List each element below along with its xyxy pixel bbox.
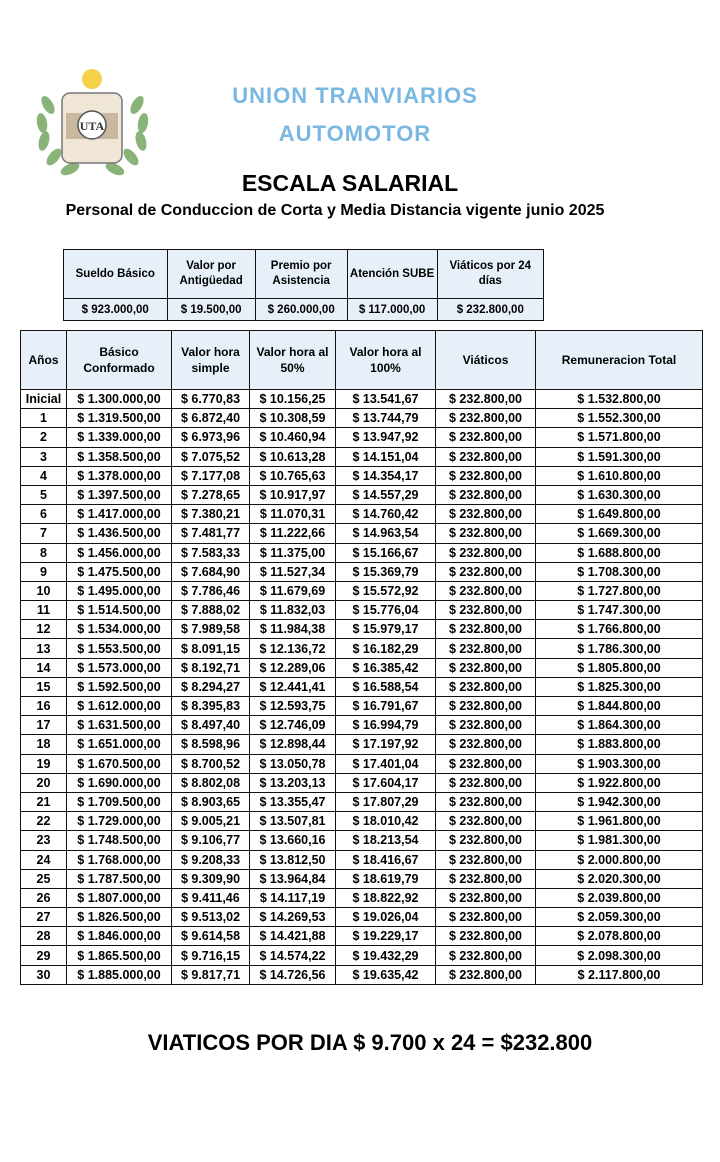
year-cell: 4 <box>21 466 67 485</box>
value-cell: $ 1.885.000,00 <box>67 965 172 984</box>
table-row <box>21 620 703 639</box>
value-cell: $ 8.700,52 <box>172 754 250 773</box>
summary-header-cell: Viáticos por 24 días <box>437 250 543 299</box>
value-cell: $ 1.495.000,00 <box>67 581 172 600</box>
value-cell: $ 16.994,79 <box>336 716 436 735</box>
value-cell: $ 1.534.000,00 <box>67 620 172 639</box>
value-cell: $ 14.726,56 <box>250 965 336 984</box>
year-cell: 22 <box>21 812 67 831</box>
value-cell: $ 232.800,00 <box>436 773 536 792</box>
value-cell: $ 232.800,00 <box>436 658 536 677</box>
value-cell: $ 12.593,75 <box>250 697 336 716</box>
scale-header-cell: Valor hora al 100% <box>336 331 436 390</box>
year-cell: 28 <box>21 927 67 946</box>
value-cell: $ 232.800,00 <box>436 754 536 773</box>
value-cell: $ 1.573.000,00 <box>67 658 172 677</box>
value-cell: $ 9.716,15 <box>172 946 250 965</box>
value-cell: $ 8.802,08 <box>172 773 250 792</box>
year-cell: 29 <box>21 946 67 965</box>
year-cell: 14 <box>21 658 67 677</box>
value-cell: $ 232.800,00 <box>436 524 536 543</box>
table-row <box>21 946 703 965</box>
value-cell: $ 1.844.800,00 <box>536 697 703 716</box>
summary-value-row <box>64 299 544 321</box>
value-cell: $ 232.800,00 <box>436 639 536 658</box>
value-cell: $ 12.289,06 <box>250 658 336 677</box>
table-row <box>21 773 703 792</box>
value-cell: $ 232.800,00 <box>436 466 536 485</box>
table-row <box>21 428 703 447</box>
value-cell: $ 17.807,29 <box>336 792 436 811</box>
value-cell: $ 1.981.300,00 <box>536 831 703 850</box>
value-cell: $ 13.507,81 <box>250 812 336 831</box>
value-cell: $ 7.177,08 <box>172 466 250 485</box>
value-cell: $ 12.746,09 <box>250 716 336 735</box>
value-cell: $ 8.903,65 <box>172 792 250 811</box>
year-cell: 8 <box>21 543 67 562</box>
value-cell: $ 1.514.500,00 <box>67 601 172 620</box>
value-cell: $ 232.800,00 <box>436 946 536 965</box>
value-cell: $ 1.669.300,00 <box>536 524 703 543</box>
value-cell: $ 1.475.500,00 <box>67 562 172 581</box>
value-cell: $ 2.059.300,00 <box>536 908 703 927</box>
scale-header-cell: Valor hora simple <box>172 331 250 390</box>
table-row <box>21 447 703 466</box>
table-row <box>21 927 703 946</box>
value-cell: $ 8.395,83 <box>172 697 250 716</box>
year-cell: 13 <box>21 639 67 658</box>
summary-value-cell: $ 923.000,00 <box>64 299 168 321</box>
value-cell: $ 232.800,00 <box>436 485 536 504</box>
table-row <box>21 562 703 581</box>
value-cell: $ 18.213,54 <box>336 831 436 850</box>
year-cell: 6 <box>21 505 67 524</box>
value-cell: $ 1.922.800,00 <box>536 773 703 792</box>
year-cell: Inicial <box>21 390 67 409</box>
value-cell: $ 232.800,00 <box>436 677 536 696</box>
summary-value-cell: $ 232.800,00 <box>437 299 543 321</box>
table-row <box>21 965 703 984</box>
value-cell: $ 1.456.000,00 <box>67 543 172 562</box>
value-cell: $ 11.222,66 <box>250 524 336 543</box>
value-cell: $ 232.800,00 <box>436 390 536 409</box>
value-cell: $ 16.385,42 <box>336 658 436 677</box>
summary-header-cell: Premio por Asistencia <box>255 250 347 299</box>
document-subtitle: Personal de Conduccion de Corta y Media Distancia vigente junio 2025 <box>65 202 605 219</box>
value-cell: $ 13.744,79 <box>336 409 436 428</box>
year-cell: 23 <box>21 831 67 850</box>
value-cell: $ 1.651.000,00 <box>67 735 172 754</box>
value-cell: $ 232.800,00 <box>436 735 536 754</box>
year-cell: 11 <box>21 601 67 620</box>
table-row <box>21 850 703 869</box>
value-cell: $ 13.660,16 <box>250 831 336 850</box>
value-cell: $ 19.026,04 <box>336 908 436 927</box>
value-cell: $ 8.192,71 <box>172 658 250 677</box>
table-row <box>21 543 703 562</box>
value-cell: $ 2.117.800,00 <box>536 965 703 984</box>
value-cell: $ 2.000.800,00 <box>536 850 703 869</box>
value-cell: $ 7.684,90 <box>172 562 250 581</box>
document-title: ESCALA SALARIAL <box>241 170 459 196</box>
value-cell: $ 1.417.000,00 <box>67 505 172 524</box>
value-cell: $ 1.768.000,00 <box>67 850 172 869</box>
value-cell: $ 10.765,63 <box>250 466 336 485</box>
value-cell: $ 16.588,54 <box>336 677 436 696</box>
summary-header-cell: Atención SUBE <box>347 250 437 299</box>
value-cell: $ 232.800,00 <box>436 888 536 907</box>
value-cell: $ 232.800,00 <box>436 447 536 466</box>
value-cell: $ 232.800,00 <box>436 697 536 716</box>
table-row <box>21 505 703 524</box>
value-cell: $ 1.727.800,00 <box>536 581 703 600</box>
value-cell: $ 18.822,92 <box>336 888 436 907</box>
value-cell: $ 7.278,65 <box>172 485 250 504</box>
value-cell: $ 16.791,67 <box>336 697 436 716</box>
value-cell: $ 14.557,29 <box>336 485 436 504</box>
year-cell: 10 <box>21 581 67 600</box>
value-cell: $ 1.826.500,00 <box>67 908 172 927</box>
value-cell: $ 7.481,77 <box>172 524 250 543</box>
year-cell: 18 <box>21 735 67 754</box>
value-cell: $ 9.614,58 <box>172 927 250 946</box>
value-cell: $ 2.078.800,00 <box>536 927 703 946</box>
value-cell: $ 15.369,79 <box>336 562 436 581</box>
value-cell: $ 14.760,42 <box>336 505 436 524</box>
table-row <box>21 792 703 811</box>
table-row <box>21 581 703 600</box>
value-cell: $ 2.039.800,00 <box>536 888 703 907</box>
value-cell: $ 6.973,96 <box>172 428 250 447</box>
value-cell: $ 1.766.800,00 <box>536 620 703 639</box>
value-cell: $ 13.947,92 <box>336 428 436 447</box>
value-cell: $ 1.748.500,00 <box>67 831 172 850</box>
scale-header-cell: Viáticos <box>436 331 536 390</box>
value-cell: $ 11.070,31 <box>250 505 336 524</box>
value-cell: $ 1.865.500,00 <box>67 946 172 965</box>
value-cell: $ 1.571.800,00 <box>536 428 703 447</box>
value-cell: $ 13.964,84 <box>250 869 336 888</box>
value-cell: $ 10.460,94 <box>250 428 336 447</box>
year-cell: 16 <box>21 697 67 716</box>
value-cell: $ 8.497,40 <box>172 716 250 735</box>
value-cell: $ 6.872,40 <box>172 409 250 428</box>
value-cell: $ 12.441,41 <box>250 677 336 696</box>
value-cell: $ 1.690.000,00 <box>67 773 172 792</box>
value-cell: $ 232.800,00 <box>436 428 536 447</box>
value-cell: $ 13.050,78 <box>250 754 336 773</box>
year-cell: 9 <box>21 562 67 581</box>
value-cell: $ 7.888,02 <box>172 601 250 620</box>
value-cell: $ 1.709.500,00 <box>67 792 172 811</box>
scale-header-cell: Remuneracion Total <box>536 331 703 390</box>
value-cell: $ 10.156,25 <box>250 390 336 409</box>
value-cell: $ 8.294,27 <box>172 677 250 696</box>
value-cell: $ 1.670.500,00 <box>67 754 172 773</box>
year-cell: 24 <box>21 850 67 869</box>
table-row <box>21 812 703 831</box>
value-cell: $ 1.807.000,00 <box>67 888 172 907</box>
value-cell: $ 1.688.800,00 <box>536 543 703 562</box>
summary-value-cell: $ 19.500,00 <box>167 299 255 321</box>
table-row <box>21 735 703 754</box>
value-cell: $ 13.812,50 <box>250 850 336 869</box>
value-cell: $ 1.630.300,00 <box>536 485 703 504</box>
year-cell: 20 <box>21 773 67 792</box>
value-cell: $ 1.825.300,00 <box>536 677 703 696</box>
year-cell: 3 <box>21 447 67 466</box>
value-cell: $ 1.378.000,00 <box>67 466 172 485</box>
summary-value-cell: $ 117.000,00 <box>347 299 437 321</box>
svg-text:UTA: UTA <box>79 119 105 133</box>
year-cell: 5 <box>21 485 67 504</box>
value-cell: $ 14.354,17 <box>336 466 436 485</box>
value-cell: $ 15.572,92 <box>336 581 436 600</box>
value-cell: $ 1.708.300,00 <box>536 562 703 581</box>
year-cell: 25 <box>21 869 67 888</box>
table-row <box>21 754 703 773</box>
table-row <box>21 390 703 409</box>
org-name-line2: AUTOMOTOR <box>278 121 432 146</box>
value-cell: $ 13.541,67 <box>336 390 436 409</box>
value-cell: $ 9.106,77 <box>172 831 250 850</box>
value-cell: $ 17.401,04 <box>336 754 436 773</box>
value-cell: $ 17.604,17 <box>336 773 436 792</box>
value-cell: $ 14.151,04 <box>336 447 436 466</box>
value-cell: $ 12.136,72 <box>250 639 336 658</box>
value-cell: $ 232.800,00 <box>436 409 536 428</box>
value-cell: $ 1.864.300,00 <box>536 716 703 735</box>
value-cell: $ 1.553.500,00 <box>67 639 172 658</box>
table-row <box>21 869 703 888</box>
value-cell: $ 1.319.500,00 <box>67 409 172 428</box>
value-cell: $ 1.592.500,00 <box>67 677 172 696</box>
value-cell: $ 8.091,15 <box>172 639 250 658</box>
value-cell: $ 232.800,00 <box>436 812 536 831</box>
value-cell: $ 7.380,21 <box>172 505 250 524</box>
year-cell: 12 <box>21 620 67 639</box>
table-row <box>21 697 703 716</box>
value-cell: $ 1.747.300,00 <box>536 601 703 620</box>
value-cell: $ 1.942.300,00 <box>536 792 703 811</box>
value-cell: $ 1.883.800,00 <box>536 735 703 754</box>
value-cell: $ 18.619,79 <box>336 869 436 888</box>
value-cell: $ 11.527,34 <box>250 562 336 581</box>
value-cell: $ 9.513,02 <box>172 908 250 927</box>
value-cell: $ 232.800,00 <box>436 543 536 562</box>
value-cell: $ 15.979,17 <box>336 620 436 639</box>
value-cell: $ 9.208,33 <box>172 850 250 869</box>
value-cell: $ 232.800,00 <box>436 927 536 946</box>
value-cell: $ 232.800,00 <box>436 831 536 850</box>
year-cell: 1 <box>21 409 67 428</box>
value-cell: $ 15.776,04 <box>336 601 436 620</box>
table-row <box>21 601 703 620</box>
value-cell: $ 7.583,33 <box>172 543 250 562</box>
value-cell: $ 1.787.500,00 <box>67 869 172 888</box>
value-cell: $ 1.358.500,00 <box>67 447 172 466</box>
year-cell: 26 <box>21 888 67 907</box>
value-cell: $ 1.610.800,00 <box>536 466 703 485</box>
value-cell: $ 7.989,58 <box>172 620 250 639</box>
scale-header-cell: Años <box>21 331 67 390</box>
value-cell: $ 232.800,00 <box>436 562 536 581</box>
value-cell: $ 19.635,42 <box>336 965 436 984</box>
summary-header-cell: Sueldo Básico <box>64 250 168 299</box>
table-row <box>21 677 703 696</box>
value-cell: $ 15.166,67 <box>336 543 436 562</box>
summary-value-cell: $ 260.000,00 <box>255 299 347 321</box>
value-cell: $ 12.898,44 <box>250 735 336 754</box>
table-row <box>21 658 703 677</box>
scale-header-cell: Valor hora al 50% <box>250 331 336 390</box>
value-cell: $ 1.786.300,00 <box>536 639 703 658</box>
year-cell: 15 <box>21 677 67 696</box>
value-cell: $ 17.197,92 <box>336 735 436 754</box>
value-cell: $ 2.020.300,00 <box>536 869 703 888</box>
value-cell: $ 232.800,00 <box>436 505 536 524</box>
value-cell: $ 2.098.300,00 <box>536 946 703 965</box>
value-cell: $ 10.613,28 <box>250 447 336 466</box>
value-cell: $ 232.800,00 <box>436 908 536 927</box>
value-cell: $ 11.679,69 <box>250 581 336 600</box>
value-cell: $ 1.805.800,00 <box>536 658 703 677</box>
value-cell: $ 232.800,00 <box>436 869 536 888</box>
year-cell: 27 <box>21 908 67 927</box>
table-row <box>21 888 703 907</box>
table-row <box>21 908 703 927</box>
value-cell: $ 10.308,59 <box>250 409 336 428</box>
table-row <box>21 716 703 735</box>
value-cell: $ 1.552.300,00 <box>536 409 703 428</box>
value-cell: $ 14.963,54 <box>336 524 436 543</box>
value-cell: $ 1.729.000,00 <box>67 812 172 831</box>
value-cell: $ 1.631.500,00 <box>67 716 172 735</box>
value-cell: $ 7.075,52 <box>172 447 250 466</box>
value-cell: $ 11.375,00 <box>250 543 336 562</box>
table-row <box>21 524 703 543</box>
value-cell: $ 14.421,88 <box>250 927 336 946</box>
value-cell: $ 1.591.300,00 <box>536 447 703 466</box>
value-cell: $ 8.598,96 <box>172 735 250 754</box>
year-cell: 30 <box>21 965 67 984</box>
union-logo <box>30 65 155 180</box>
value-cell: $ 1.397.500,00 <box>67 485 172 504</box>
value-cell: $ 11.832,03 <box>250 601 336 620</box>
year-cell: 21 <box>21 792 67 811</box>
value-cell: $ 232.800,00 <box>436 581 536 600</box>
table-row <box>21 466 703 485</box>
year-cell: 19 <box>21 754 67 773</box>
value-cell: $ 9.817,71 <box>172 965 250 984</box>
table-row <box>21 831 703 850</box>
year-cell: 17 <box>21 716 67 735</box>
value-cell: $ 19.432,29 <box>336 946 436 965</box>
value-cell: $ 1.532.800,00 <box>536 390 703 409</box>
value-cell: $ 1.846.000,00 <box>67 927 172 946</box>
value-cell: $ 1.300.000,00 <box>67 390 172 409</box>
table-row <box>21 409 703 428</box>
table-row <box>21 639 703 658</box>
value-cell: $ 18.416,67 <box>336 850 436 869</box>
value-cell: $ 9.309,90 <box>172 869 250 888</box>
org-name-line1: UNION TRANVIARIOS <box>232 83 478 108</box>
scale-body <box>21 390 703 985</box>
value-cell: $ 11.984,38 <box>250 620 336 639</box>
value-cell: $ 13.355,47 <box>250 792 336 811</box>
value-cell: $ 232.800,00 <box>436 792 536 811</box>
summary-table <box>63 249 544 321</box>
value-cell: $ 14.117,19 <box>250 888 336 907</box>
value-cell: $ 7.786,46 <box>172 581 250 600</box>
scale-header-row <box>21 331 703 390</box>
value-cell: $ 1.339.000,00 <box>67 428 172 447</box>
value-cell: $ 1.612.000,00 <box>67 697 172 716</box>
value-cell: $ 232.800,00 <box>436 620 536 639</box>
value-cell: $ 13.203,13 <box>250 773 336 792</box>
value-cell: $ 16.182,29 <box>336 639 436 658</box>
value-cell: $ 232.800,00 <box>436 965 536 984</box>
viaticos-footer: VIATICOS POR DIA $ 9.700 x 24 = $232.800 <box>147 1030 593 1055</box>
value-cell: $ 1.649.800,00 <box>536 505 703 524</box>
salary-scale-table <box>20 330 703 985</box>
year-cell: 2 <box>21 428 67 447</box>
value-cell: $ 1.436.500,00 <box>67 524 172 543</box>
value-cell: $ 18.010,42 <box>336 812 436 831</box>
value-cell: $ 232.800,00 <box>436 850 536 869</box>
value-cell: $ 232.800,00 <box>436 601 536 620</box>
value-cell: $ 10.917,97 <box>250 485 336 504</box>
table-row <box>21 485 703 504</box>
value-cell: $ 14.269,53 <box>250 908 336 927</box>
value-cell: $ 19.229,17 <box>336 927 436 946</box>
value-cell: $ 9.411,46 <box>172 888 250 907</box>
value-cell: $ 14.574,22 <box>250 946 336 965</box>
year-cell: 7 <box>21 524 67 543</box>
value-cell: $ 6.770,83 <box>172 390 250 409</box>
value-cell: $ 1.903.300,00 <box>536 754 703 773</box>
value-cell: $ 1.961.800,00 <box>536 812 703 831</box>
summary-header-row <box>64 250 544 299</box>
summary-header-cell: Valor por Antigüedad <box>167 250 255 299</box>
value-cell: $ 232.800,00 <box>436 716 536 735</box>
value-cell: $ 9.005,21 <box>172 812 250 831</box>
scale-header-cell: Básico Conformado <box>67 331 172 390</box>
